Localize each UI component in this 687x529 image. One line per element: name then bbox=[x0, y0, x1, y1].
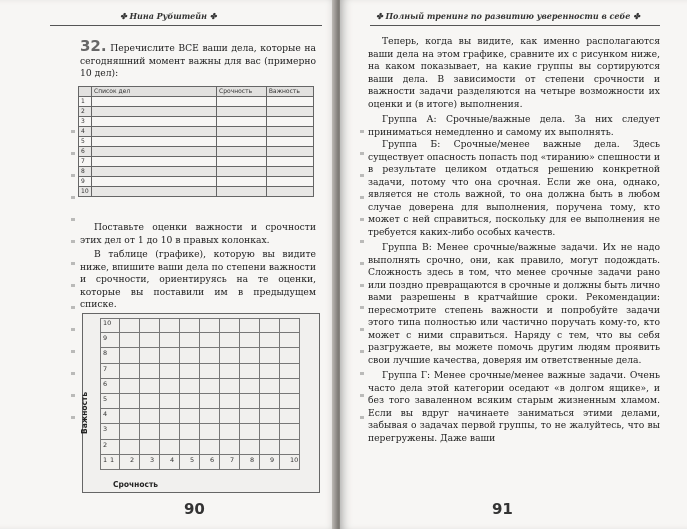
grid-cell[interactable] bbox=[220, 424, 240, 439]
x-tick-label: 8 bbox=[250, 455, 255, 464]
x-tick-label: 5 bbox=[190, 455, 195, 464]
y-tick-label: 1 bbox=[103, 455, 108, 464]
grid-cell[interactable] bbox=[180, 409, 200, 424]
instruction-paragraph-1: Поставьте оценки важности и срочности этих дел от 1 до 10 в правых колонках. bbox=[80, 222, 316, 246]
grid-cell[interactable] bbox=[220, 318, 240, 333]
group-c-paragraph: Группа В: Менее срочные/важные задачи. Их не надо выполнять срочно, они, как правило, могут подождать. Сложность здесь в том, что менее срочные задачи рано или поздно превращаются в срочные и должны быть лично вами разрешены в кратчайшие сроки. Рекомендации: пересмотрите степень важности и попробуйте задачи этого типа полностью или частично поручать кому-то, кто может с ними справиться. Наряду с тем, что вы себя разгружаете, вы можете помочь другим людям проявить свои лучшие качества, доверяя им ответственные дела. bbox=[368, 242, 660, 366]
grid-cell[interactable] bbox=[160, 424, 180, 439]
grid-cell[interactable] bbox=[240, 409, 260, 424]
grid-cell[interactable] bbox=[140, 364, 160, 379]
importance-cell[interactable] bbox=[266, 127, 313, 137]
grid-cell[interactable] bbox=[240, 379, 260, 394]
task-cell[interactable] bbox=[92, 177, 217, 187]
task-cell[interactable] bbox=[92, 147, 217, 157]
binding-holes bbox=[360, 130, 364, 430]
grid-cell[interactable] bbox=[140, 318, 160, 333]
table-row bbox=[79, 157, 314, 167]
y-tick-label: 2 bbox=[103, 440, 108, 449]
grid-cell[interactable] bbox=[260, 379, 280, 394]
x-tick-label: 7 bbox=[230, 455, 235, 464]
exercise-number: 32. bbox=[80, 37, 107, 55]
header-rule bbox=[50, 25, 322, 26]
task-cell[interactable] bbox=[92, 117, 217, 127]
group-a-paragraph: Группа А: Срочные/важные дела. За них следует приниматься немедленно и самому их выполнять. bbox=[368, 114, 660, 138]
row-number: 9 bbox=[79, 177, 92, 187]
y-tick-label: 7 bbox=[103, 364, 108, 373]
grid-cell[interactable] bbox=[280, 440, 300, 455]
grid-cell[interactable] bbox=[120, 379, 140, 394]
importance-cell[interactable] bbox=[266, 107, 313, 117]
importance-cell[interactable] bbox=[266, 187, 313, 197]
grid-cell[interactable] bbox=[200, 364, 220, 379]
y-tick-label: 9 bbox=[103, 334, 108, 343]
grid-cell[interactable] bbox=[160, 333, 180, 348]
grid-cell[interactable] bbox=[160, 318, 180, 333]
importance-cell[interactable] bbox=[266, 167, 313, 177]
grid-cell[interactable] bbox=[260, 424, 280, 439]
urgency-cell[interactable] bbox=[217, 97, 267, 107]
instruction-paragraph-2: В таблице (графике), которую вы видите ниже, впишите ваши дела по степени важности и срочности, ориентируясь на те оценки, которые вы поставили им в предыдущем списке. bbox=[80, 249, 316, 310]
grid-cell[interactable] bbox=[140, 379, 160, 394]
grid-cell[interactable] bbox=[260, 409, 280, 424]
exercise-text: Перечислите ВСЕ ваши дела, которые на сегодняшний момент важны для вас (примерно 10 дел): bbox=[80, 43, 317, 79]
task-cell[interactable] bbox=[92, 137, 217, 147]
table-header-number bbox=[79, 87, 92, 97]
grid-cell[interactable] bbox=[180, 440, 200, 455]
grid-cell[interactable] bbox=[240, 364, 260, 379]
grid-cell[interactable] bbox=[280, 379, 300, 394]
x-tick-label: 6 bbox=[210, 455, 215, 464]
y-tick-label: 5 bbox=[103, 395, 108, 403]
grid-cell[interactable] bbox=[220, 364, 240, 379]
x-tick-label: 1 bbox=[110, 455, 115, 464]
task-cell[interactable] bbox=[92, 127, 217, 137]
x-axis-title: Срочность bbox=[113, 480, 159, 489]
row-number: 2 bbox=[79, 107, 92, 117]
table-row bbox=[79, 167, 314, 177]
grid-cell[interactable] bbox=[200, 424, 220, 439]
grid-cell[interactable] bbox=[120, 394, 140, 409]
grid-cell[interactable] bbox=[260, 394, 280, 409]
group-d-paragraph: Группа Г: Менее срочные/менее важные задачи. Очень часто дела этой категории оседают «в долгом ящике», и без того заваленном всяким старым жизненным хламом. Если вы вдруг начинаете заниматься этими делами, забывая о задачах первой группы, то не жалуйтесь, что вы перегружены. Даже ваши bbox=[368, 370, 660, 444]
grid-cell[interactable] bbox=[200, 409, 220, 424]
left-running-header: ✤ Нина Рубштейн ✤ bbox=[120, 11, 217, 21]
importance-cell[interactable] bbox=[266, 137, 313, 147]
task-cell[interactable] bbox=[92, 187, 217, 197]
grid-cell[interactable] bbox=[220, 333, 240, 348]
grid-cell[interactable] bbox=[260, 348, 280, 363]
grid-cell[interactable] bbox=[280, 409, 300, 424]
task-cell[interactable] bbox=[92, 107, 217, 117]
y-axis-title: Важность bbox=[80, 391, 89, 434]
binding-holes bbox=[71, 130, 75, 430]
x-tick-label: 3 bbox=[150, 455, 155, 464]
grid-cell[interactable] bbox=[280, 318, 300, 333]
grid-cell[interactable] bbox=[160, 379, 180, 394]
grid-cell[interactable] bbox=[140, 348, 160, 363]
grid-cell[interactable] bbox=[200, 379, 220, 394]
left-page-number: 90 bbox=[184, 500, 205, 518]
grid-cell[interactable] bbox=[180, 364, 200, 379]
grid-cell[interactable] bbox=[140, 394, 160, 409]
grid-cell[interactable] bbox=[220, 348, 240, 363]
urgency-cell[interactable] bbox=[217, 157, 267, 167]
priority-grid bbox=[82, 313, 320, 493]
right-page-number: 91 bbox=[492, 500, 513, 518]
task-list-table bbox=[78, 86, 314, 197]
table-header-importance: Важность bbox=[266, 87, 313, 97]
table-row bbox=[79, 187, 314, 197]
urgency-cell[interactable] bbox=[217, 107, 267, 117]
table-row bbox=[79, 177, 314, 187]
grid-cell[interactable] bbox=[180, 379, 200, 394]
grid-cell[interactable] bbox=[260, 440, 280, 455]
y-tick-label: 8 bbox=[103, 349, 108, 358]
left-page bbox=[0, 0, 338, 529]
grid-cell[interactable] bbox=[160, 409, 180, 424]
table-row bbox=[79, 137, 314, 147]
urgency-cell[interactable] bbox=[217, 167, 267, 177]
group-b-paragraph: Группа Б: Срочные/менее важные дела. Здесь существует опасность попасть под «тиранию» спешности и в результате целиком отдаться решению конкретной задачи, потому что она срочная. Если же она, однако, является не столь важной, то она должна быть в любом случае доверена для выполнения, поручена тому, кто может с ней справиться, поскольку для ее выполнения не требуется каких-либо особых качеств. bbox=[368, 139, 660, 238]
grid-cell[interactable] bbox=[120, 333, 140, 348]
table-header-tasks: Список дел bbox=[92, 87, 217, 97]
right-running-header: ✤ Полный тренинг по развитию уверенности в себе ✤ bbox=[376, 11, 640, 21]
right-page bbox=[340, 0, 687, 529]
importance-cell[interactable] bbox=[266, 157, 313, 167]
importance-cell[interactable] bbox=[266, 97, 313, 107]
row-number: 3 bbox=[79, 117, 92, 127]
urgency-cell[interactable] bbox=[217, 137, 267, 147]
grid-cell[interactable] bbox=[260, 333, 280, 348]
grid-cell[interactable] bbox=[140, 333, 160, 348]
row-number: 10 bbox=[79, 187, 92, 197]
grid-cell[interactable] bbox=[140, 424, 160, 439]
urgency-cell[interactable] bbox=[217, 177, 267, 187]
table-row bbox=[79, 127, 314, 137]
row-number: 1 bbox=[79, 97, 92, 107]
grid-cell[interactable] bbox=[180, 333, 200, 348]
grid-cell[interactable] bbox=[200, 348, 220, 363]
table-header-urgency: Срочность bbox=[217, 87, 267, 97]
right-body-text bbox=[368, 36, 660, 445]
grid-cell[interactable] bbox=[240, 318, 260, 333]
header-rule bbox=[370, 25, 660, 26]
urgency-cell[interactable] bbox=[217, 147, 267, 157]
urgency-cell[interactable] bbox=[217, 127, 267, 137]
grid-cell[interactable] bbox=[180, 348, 200, 363]
exercise-block bbox=[80, 37, 317, 81]
task-cell[interactable] bbox=[92, 97, 217, 107]
x-tick-label: 2 bbox=[130, 455, 135, 464]
grid-cell[interactable] bbox=[280, 424, 300, 439]
table-row bbox=[79, 97, 314, 107]
row-number: 8 bbox=[79, 167, 92, 177]
grid-cell[interactable] bbox=[140, 440, 160, 455]
grid-cell[interactable] bbox=[280, 394, 300, 409]
grid-cell[interactable] bbox=[160, 440, 180, 455]
grid-cell[interactable] bbox=[140, 409, 160, 424]
y-tick-label: 6 bbox=[103, 379, 108, 388]
row-number: 4 bbox=[79, 127, 92, 137]
x-tick-label: 9 bbox=[270, 455, 275, 464]
grid-cell[interactable] bbox=[160, 394, 180, 409]
grid-cells bbox=[100, 318, 300, 470]
grid-cell[interactable] bbox=[180, 424, 200, 439]
x-tick-label: 4 bbox=[170, 455, 175, 464]
grid-cell[interactable] bbox=[120, 318, 140, 333]
task-cell[interactable] bbox=[92, 167, 217, 177]
row-number: 5 bbox=[79, 137, 92, 147]
table-row bbox=[79, 107, 314, 117]
importance-cell[interactable] bbox=[266, 177, 313, 187]
table-row bbox=[79, 147, 314, 157]
row-number: 7 bbox=[79, 157, 92, 167]
grid-cell[interactable] bbox=[200, 394, 220, 409]
grid-cell[interactable] bbox=[240, 333, 260, 348]
grid-cell[interactable] bbox=[240, 440, 260, 455]
body-paragraph: Теперь, когда вы видите, как именно располагаются ваши дела на этом графике, сравните их с рисунком ниже, на каком показывает, на какие группы вы сортируются ваши дела. В зависимости от степени срочности и важности задачи разделяются на четыре возможности их оценки и (в итоге) выполнения. bbox=[368, 36, 660, 110]
grid-cell[interactable] bbox=[220, 394, 240, 409]
grid-cell[interactable] bbox=[280, 333, 300, 348]
grid-cell[interactable] bbox=[220, 379, 240, 394]
grid-cell[interactable] bbox=[220, 440, 240, 455]
grid-cell[interactable] bbox=[120, 409, 140, 424]
grid-cell[interactable] bbox=[280, 364, 300, 379]
grid-cell[interactable] bbox=[180, 318, 200, 333]
grid-cell[interactable] bbox=[160, 348, 180, 363]
task-cell[interactable] bbox=[92, 157, 217, 167]
grid-cell[interactable] bbox=[220, 409, 240, 424]
grid-cell[interactable] bbox=[120, 440, 140, 455]
grid-cell[interactable] bbox=[120, 348, 140, 363]
urgency-cell[interactable] bbox=[217, 117, 267, 127]
grid-cell[interactable] bbox=[160, 364, 180, 379]
grid-cell[interactable] bbox=[240, 424, 260, 439]
grid-cell[interactable] bbox=[260, 364, 280, 379]
table-row bbox=[79, 117, 314, 127]
row-number: 6 bbox=[79, 147, 92, 157]
x-tick-label: 10 bbox=[290, 455, 299, 464]
grid-cell[interactable] bbox=[240, 394, 260, 409]
y-tick-label: 4 bbox=[103, 410, 108, 419]
importance-cell[interactable] bbox=[266, 147, 313, 157]
grid-cell[interactable] bbox=[280, 348, 300, 363]
importance-cell[interactable] bbox=[266, 117, 313, 127]
grid-cell[interactable] bbox=[180, 394, 200, 409]
grid-cell[interactable] bbox=[200, 333, 220, 348]
y-tick-label: 10 bbox=[103, 319, 112, 327]
instructions-block bbox=[80, 222, 316, 312]
grid-cell[interactable] bbox=[120, 424, 140, 439]
y-tick-label: 3 bbox=[103, 425, 108, 434]
grid-cell[interactable] bbox=[200, 440, 220, 455]
grid-cell[interactable] bbox=[200, 318, 220, 333]
grid-cell[interactable] bbox=[260, 318, 280, 333]
urgency-cell[interactable] bbox=[217, 187, 267, 197]
grid-cell[interactable] bbox=[240, 348, 260, 363]
grid-cell[interactable] bbox=[120, 364, 140, 379]
